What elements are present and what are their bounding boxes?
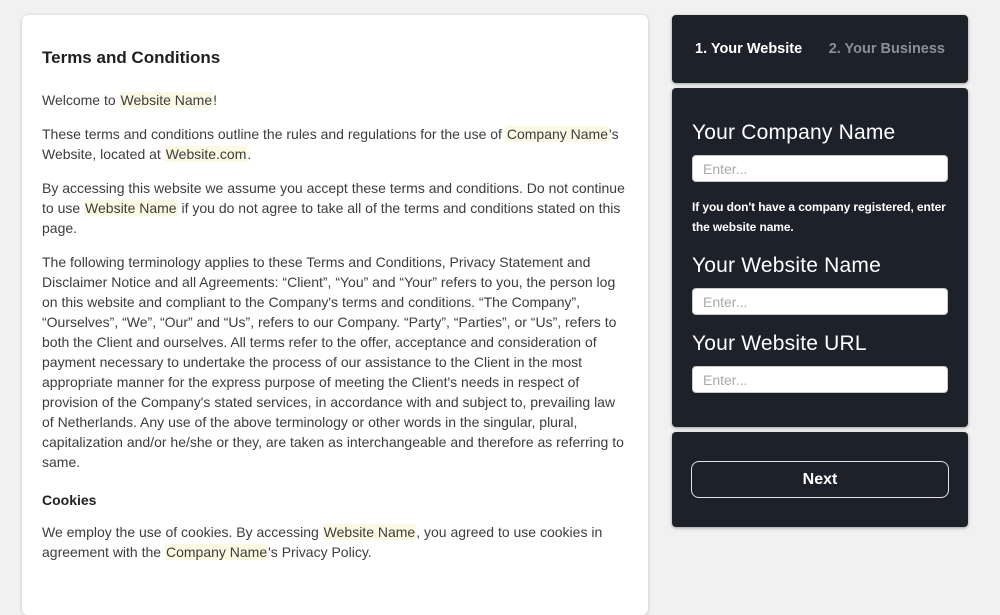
wizard-step-tabs — [672, 15, 968, 83]
paragraph: These terms and conditions outline the rules and regulations for the use of Company Name's Website, located at Website.com. — [42, 126, 619, 162]
paragraph: By accessing this website we assume you accept these terms and conditions. Do not continue to use Website Name if you do not agree to take all of the terms and conditions stated on this page. — [42, 180, 625, 236]
tab-your-business[interactable]: 2. Your Business — [828, 41, 945, 57]
document-title: Terms and Conditions — [42, 48, 221, 67]
company-name-help-text: If you don't have a company registered, enter the website name. — [692, 200, 946, 234]
next-button-panel — [672, 432, 968, 527]
highlighted-placeholder: Company Name — [506, 126, 608, 142]
website-url-label: Your Website URL — [692, 332, 867, 355]
highlighted-placeholder: Company Name — [165, 544, 268, 560]
website-url-input[interactable] — [692, 366, 948, 393]
tab-your-website[interactable]: 1. Your Website — [695, 41, 803, 57]
company-name-input[interactable] — [692, 155, 948, 182]
website-name-input[interactable] — [692, 288, 948, 315]
highlighted-placeholder: Website Name — [323, 524, 416, 540]
paragraph: Welcome to Website Name! — [42, 92, 217, 108]
setup-wizard — [672, 15, 968, 532]
highlighted-placeholder: Website Name — [85, 200, 177, 216]
document-body — [42, 90, 628, 562]
section-heading: Cookies — [42, 492, 97, 508]
paragraph: The following terminology applies to these Terms and Conditions, Privacy Statement and Disclaimer Notice and all Agreements: “Client”, “You” and “Your” refers to you, the person log on this website and compliant to the Company's terms and conditions. “The Company”, “Ourselves”, “We”, “Our” and “Us”, refers to our Company. “Party”, “Parties”, or “Us”, refers to both the Client and ourselves. All terms refer to the offer, acceptance and consideration of payment necessary to undertake the process of our assistance to the Client in the most appropriate manner for the express purpose of meeting the Client's needs in respect of provision of the Company's stated services, in accordance with and subject to, prevailing law of Netherlands. Any use of the above terminology or other words in the singular, plural, capitalization and/or he/she or they, are taken as interchangeable and therefore as referring to same. — [42, 254, 624, 470]
next-button[interactable]: Next — [691, 461, 949, 498]
highlighted-placeholder: Website.com — [165, 146, 247, 162]
company-name-label: Your Company Name — [692, 121, 896, 144]
website-name-label: Your Website Name — [692, 254, 881, 277]
terms-document-card — [22, 15, 648, 615]
wizard-form-panel — [672, 88, 968, 427]
paragraph: We employ the use of cookies. By accessing Website Name, you agreed to use cookies in agreement with the Company Name's Privacy Policy. — [42, 524, 603, 560]
highlighted-placeholder: Website Name — [120, 92, 213, 108]
